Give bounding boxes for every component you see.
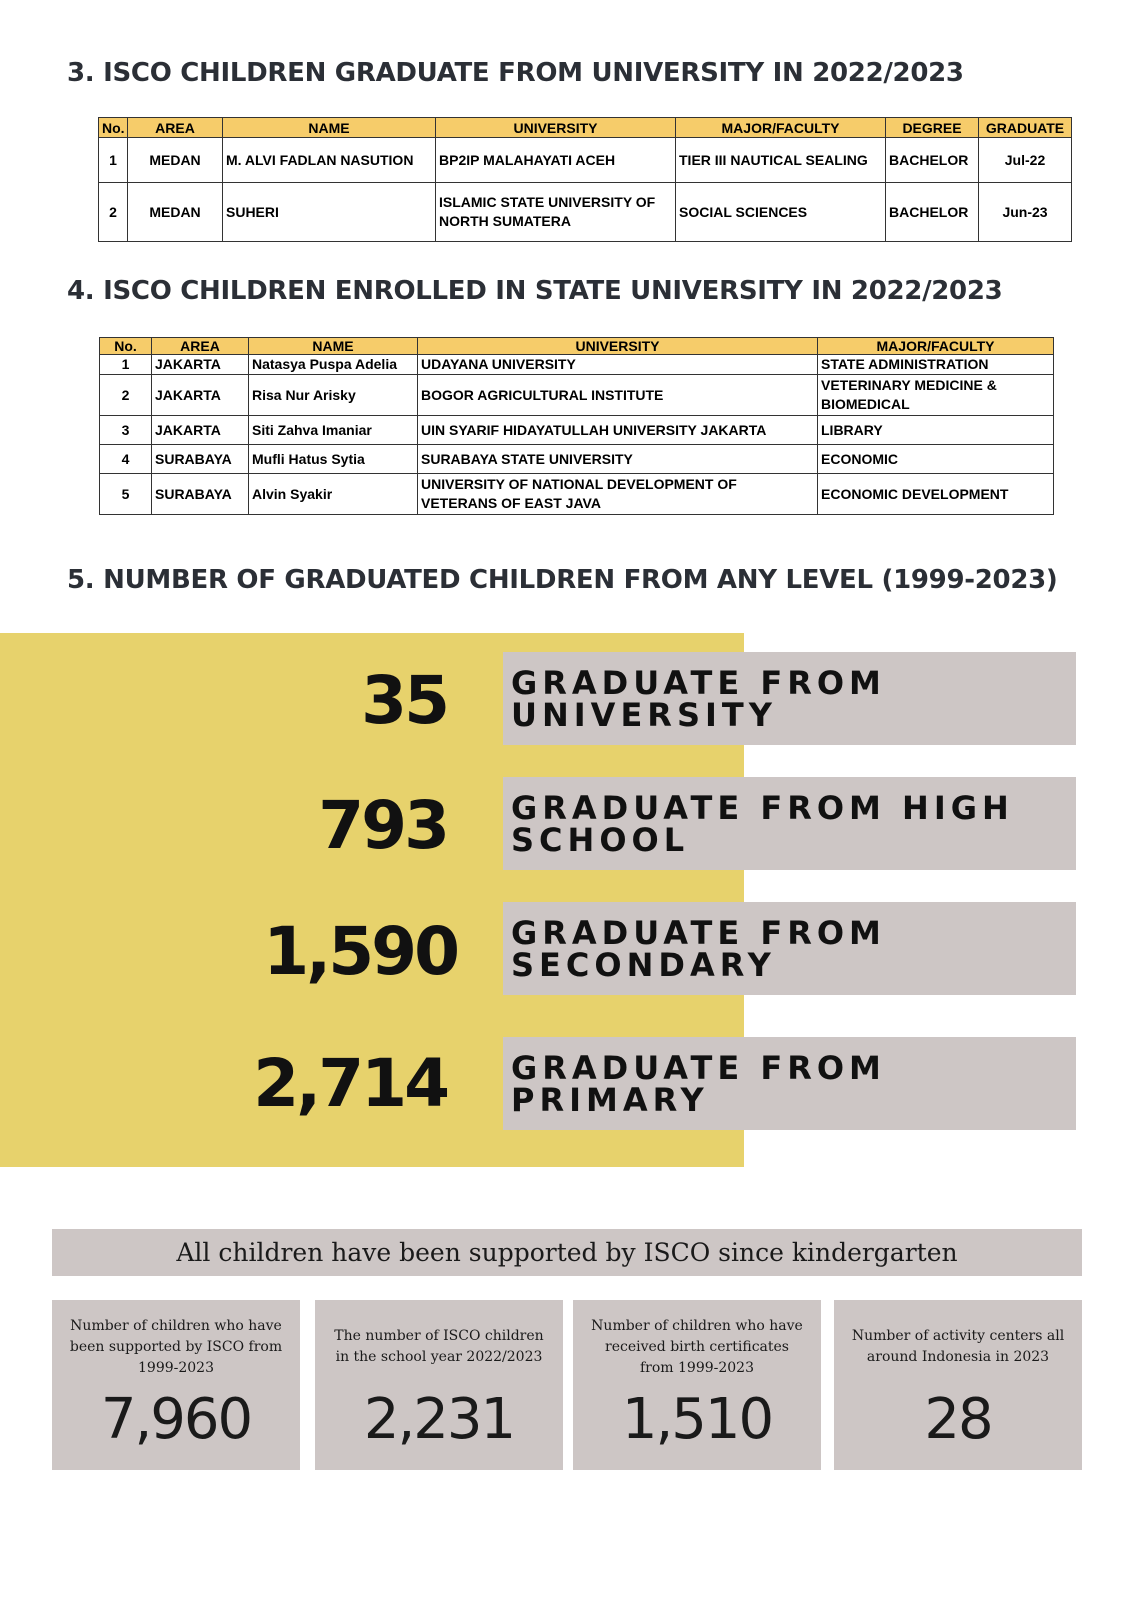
- stat-high-school-label: GRADUATE FROM HIGH SCHOOL: [511, 789, 1014, 859]
- column-header: AREA: [128, 118, 223, 138]
- table-cell: Risa Nur Arisky: [249, 375, 418, 416]
- table-row: [100, 416, 1054, 445]
- column-header: NAME: [249, 338, 418, 355]
- table-cell: SOCIAL SCIENCES: [676, 183, 886, 242]
- stat-card-supported: [52, 1300, 300, 1470]
- section-3-heading: 3. ISCO CHILDREN GRADUATE FROM UNIVERSITY IN 2022/2023: [67, 58, 964, 88]
- stat-primary-label: GRADUATE FROM PRIMARY: [511, 1049, 886, 1119]
- table-cell: LIBRARY: [818, 416, 1054, 445]
- table-header-row: [99, 118, 1072, 138]
- column-header: GRADUATE: [979, 118, 1072, 138]
- table-cell: Jun-23: [979, 183, 1072, 242]
- table-cell: BOGOR AGRICULTURAL INSTITUTE: [418, 375, 818, 416]
- table-cell: MEDAN: [128, 138, 223, 183]
- table-cell: ISLAMIC STATE UNIVERSITY OF NORTH SUMATERA: [436, 183, 676, 242]
- table-row: [100, 355, 1054, 375]
- table-cell: JAKARTA: [152, 355, 249, 375]
- column-header: UNIVERSITY: [418, 338, 818, 355]
- table-cell: 2: [99, 183, 128, 242]
- table-cell: SUHERI: [223, 183, 436, 242]
- support-banner: All children have been supported by ISCO since kindergarten: [52, 1229, 1082, 1276]
- stat-primary-value: 2,714: [253, 1045, 447, 1122]
- card-value: 1,510: [621, 1387, 773, 1452]
- table-cell: M. ALVI FADLAN NASUTION: [223, 138, 436, 183]
- column-header: NAME: [223, 118, 436, 138]
- table-cell: 4: [100, 445, 152, 474]
- table-cell: 3: [100, 416, 152, 445]
- column-header: DEGREE: [886, 118, 979, 138]
- table-cell: 2: [100, 375, 152, 416]
- table-cell: TIER III NAUTICAL SEALING: [676, 138, 886, 183]
- card-description: Number of children who have received birth certificates from 1999-2023: [591, 1317, 803, 1376]
- table-cell: VETERINARY MEDICINE & BIOMEDICAL: [818, 375, 1054, 416]
- section-4-heading: 4. ISCO CHILDREN ENROLLED IN STATE UNIVERSITY IN 2022/2023: [67, 276, 1003, 306]
- table-cell: BP2IP MALAHAYATI ACEH: [436, 138, 676, 183]
- column-header: AREA: [152, 338, 249, 355]
- table-cell: SURABAYA: [152, 474, 249, 515]
- table-row: [100, 375, 1054, 416]
- table-cell: Natasya Puspa Adelia: [249, 355, 418, 375]
- stat-card-birth-certificates: [573, 1300, 821, 1470]
- table-cell: SURABAYA: [152, 445, 249, 474]
- stat-secondary-label: GRADUATE FROM SECONDARY: [511, 914, 886, 984]
- table-cell: Jul-22: [979, 138, 1072, 183]
- stat-high-school-box: [503, 777, 1076, 870]
- card-value: 28: [924, 1387, 992, 1452]
- stat-university-label: GRADUATE FROM UNIVERSITY: [511, 664, 886, 734]
- stat-primary-box: [503, 1037, 1076, 1130]
- stat-card-activity-centers: [834, 1300, 1082, 1470]
- table-cell: BACHELOR: [886, 183, 979, 242]
- table-cell: Mufli Hatus Sytia: [249, 445, 418, 474]
- table-cell: JAKARTA: [152, 375, 249, 416]
- table-row: [100, 474, 1054, 515]
- table-cell: JAKARTA: [152, 416, 249, 445]
- column-header: MAJOR/FACULTY: [676, 118, 886, 138]
- table-cell: 1: [100, 355, 152, 375]
- section-5-heading: 5. NUMBER OF GRADUATED CHILDREN FROM ANY LEVEL (1999-2023): [67, 565, 1058, 595]
- table-row: [100, 445, 1054, 474]
- stat-secondary-box: [503, 902, 1076, 995]
- table-cell: Siti Zahva Imaniar: [249, 416, 418, 445]
- table-cell: UDAYANA UNIVERSITY: [418, 355, 818, 375]
- card-value: 2,231: [363, 1387, 515, 1452]
- table-cell: 5: [100, 474, 152, 515]
- table-cell: STATE ADMINISTRATION: [818, 355, 1054, 375]
- stat-university-value: 35: [361, 662, 447, 739]
- table-cell: BACHELOR: [886, 138, 979, 183]
- card-description: Number of children who have been supported by ISCO from 1999-2023: [69, 1317, 283, 1376]
- column-header: No.: [99, 118, 128, 138]
- table-cell: 1: [99, 138, 128, 183]
- table-cell: ECONOMIC: [818, 445, 1054, 474]
- table-cell: UIN SYARIF HIDAYATULLAH UNIVERSITY JAKARTA: [418, 416, 818, 445]
- table-cell: ECONOMIC DEVELOPMENT: [818, 474, 1054, 515]
- column-header: No.: [100, 338, 152, 355]
- table-row: [99, 138, 1072, 183]
- university-graduates-table: [98, 117, 1072, 242]
- table-cell: UNIVERSITY OF NATIONAL DEVELOPMENT OF VETERANS OF EAST JAVA: [418, 474, 818, 515]
- state-university-enrolled-table: [99, 337, 1054, 515]
- column-header: UNIVERSITY: [436, 118, 676, 138]
- stat-university-box: [503, 652, 1076, 745]
- table-cell: SURABAYA STATE UNIVERSITY: [418, 445, 818, 474]
- stat-card-school-year: [315, 1300, 563, 1470]
- table-row: [99, 183, 1072, 242]
- card-value: 7,960: [100, 1387, 252, 1452]
- column-header: MAJOR/FACULTY: [818, 338, 1054, 355]
- stat-secondary-value: 1,590: [263, 913, 457, 990]
- card-description: The number of ISCO children in the school year 2022/2023: [334, 1328, 544, 1365]
- table-cell: MEDAN: [128, 183, 223, 242]
- table-header-row: [100, 338, 1054, 355]
- stat-high-school-value: 793: [318, 787, 447, 864]
- table-cell: Alvin Syakir: [249, 474, 418, 515]
- card-description: Number of activity centers all around Indonesia in 2023: [851, 1328, 1065, 1365]
